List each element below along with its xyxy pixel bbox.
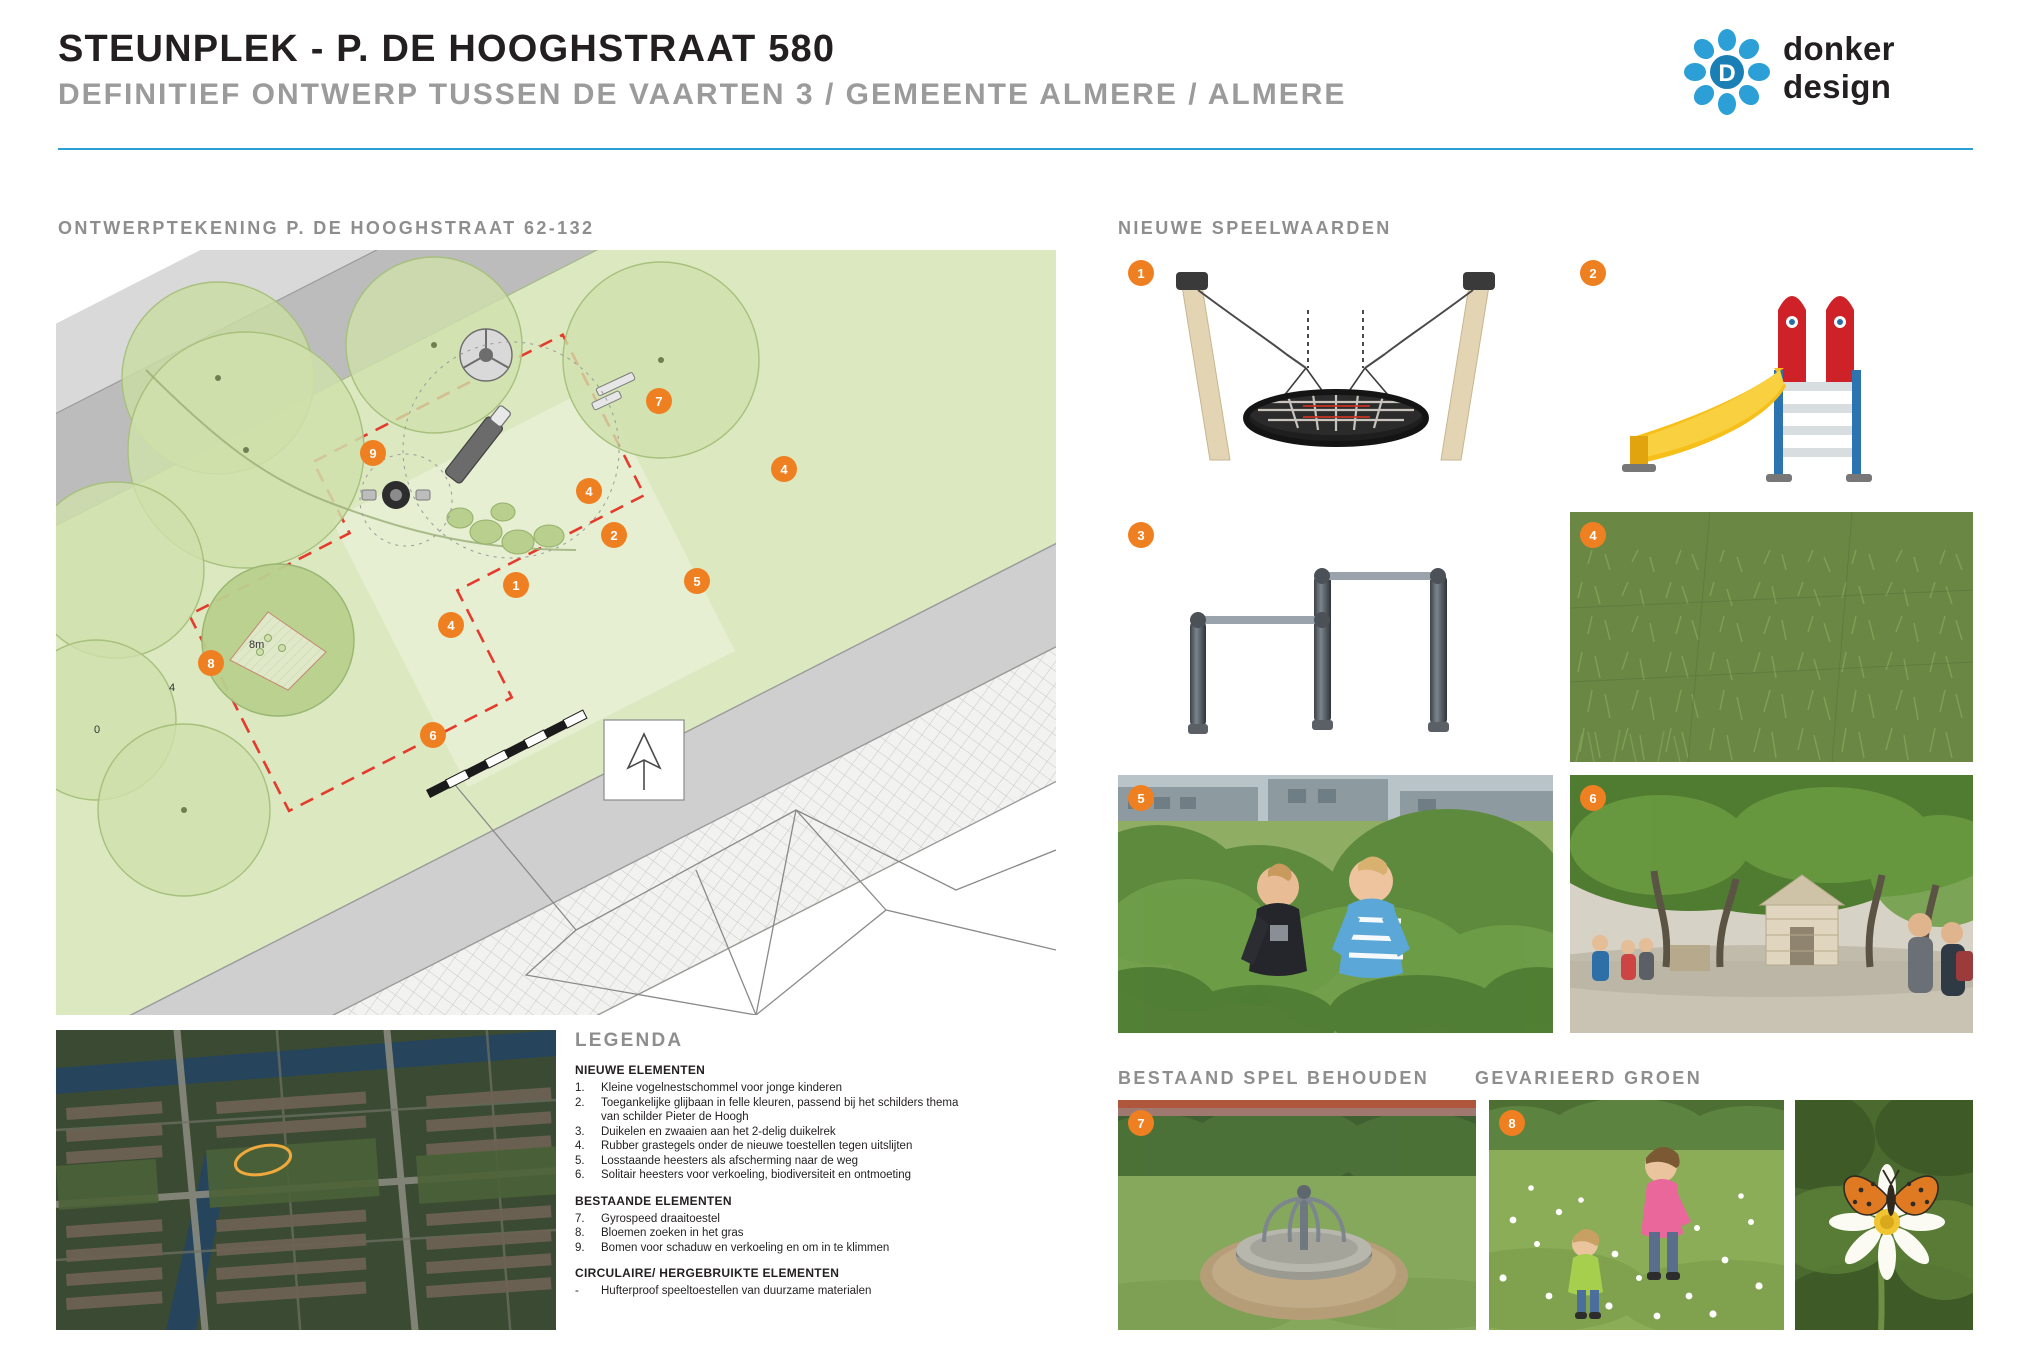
legend-item — [575, 1081, 1075, 1096]
header-divider — [58, 148, 1973, 150]
legend-item — [575, 1154, 1075, 1169]
photo-slide — [1570, 250, 1973, 500]
plan-marker-7[interactable]: 7 — [646, 388, 672, 414]
legend-panel — [575, 1030, 1075, 1330]
legend-heading-circular: CIRCULAIRE/ HERGEBRUIKTE ELEMENTEN — [575, 1266, 840, 1280]
legend-item-text: Losstaande heesters als afscherming naar de weg — [601, 1154, 858, 1167]
legend-item — [575, 1125, 1075, 1140]
design-plan-drawing — [56, 250, 1056, 1015]
aerial-context-photo — [56, 1030, 556, 1330]
legend-item-text: Duikelen en zwaaien aan het 2-delig duikelrek — [601, 1125, 836, 1138]
legend-item — [575, 1284, 1075, 1299]
photo-butterfly-on-daisy — [1795, 1100, 1973, 1330]
section-title-existing-play: BESTAAND SPEL BEHOUDEN — [1118, 1068, 1430, 1088]
photo-marker-5[interactable]: 5 — [1128, 785, 1154, 811]
page-title: STEUNPLEK - P. DE HOOGHSTRAAT 580 — [58, 28, 836, 70]
legend-item-number: 3. — [575, 1125, 585, 1138]
plan-marker-5[interactable]: 5 — [684, 568, 710, 594]
legend-heading-existing: BESTAANDE ELEMENTEN — [575, 1193, 732, 1208]
legend-item — [575, 1212, 1075, 1227]
legend-item-number: 7. — [575, 1212, 585, 1225]
legend-item-number: - — [575, 1285, 579, 1297]
legend-item — [575, 1226, 1075, 1241]
plan-marker-4c[interactable]: 4 — [438, 612, 464, 638]
legend-item-number: 1. — [575, 1082, 585, 1094]
plan-marker-1[interactable]: 1 — [503, 572, 529, 598]
legend-item-text: Solitair heesters voor verkoeling, biodiversiteit en ontmoeting — [601, 1169, 912, 1181]
legend-item-text: Rubber grastegels onder de nieuwe toestellen tegen uitslijten — [601, 1140, 913, 1152]
photo-marker-7[interactable]: 7 — [1128, 1110, 1154, 1136]
photo-marker-4[interactable]: 4 — [1580, 522, 1606, 548]
photo-solitary-shrubs — [1570, 775, 1973, 1033]
legend-item — [575, 1241, 1075, 1256]
logo-line-2: design — [1783, 68, 1892, 105]
legend-item-text: Bomen voor schaduw en verkoeling en om in te klimmen — [601, 1241, 890, 1254]
legend-item-text: Gyrospeed draaitoestel — [601, 1212, 720, 1225]
section-title-new-play: NIEUWE SPEELWAARDEN — [1118, 218, 1392, 238]
scale-label-0: 0 — [94, 724, 101, 736]
plan-marker-2[interactable]: 2 — [601, 522, 627, 548]
photo-nest-swing — [1118, 250, 1553, 500]
plan-marker-4b[interactable]: 4 — [576, 478, 602, 504]
page-subtitle: DEFINITIEF ONTWERP TUSSEN DE VAARTEN 3 / GEMEENTE ALMERE / ALMERE — [58, 78, 1347, 111]
plan-marker-6[interactable]: 6 — [420, 722, 446, 748]
plan-marker-4a[interactable]: 4 — [771, 456, 797, 482]
legend-item-text: Hufterproof speeltoestellen van duurzame materialen — [601, 1285, 872, 1297]
photo-marker-8[interactable]: 8 — [1499, 1110, 1525, 1136]
page-header — [0, 0, 2031, 160]
legend-item — [575, 1168, 1075, 1183]
scale-label-4: 4 — [169, 682, 176, 694]
photo-children-in-shrubs — [1118, 775, 1553, 1033]
legend-item-text: Bloemen zoeken in het gras — [601, 1227, 744, 1239]
photo-gyrospeed — [1118, 1100, 1476, 1330]
legend-item-text: Toegankelijke glijbaan in felle kleuren, passend bij het schilders thema — [601, 1096, 959, 1109]
legend-title: LEGENDA — [575, 1030, 684, 1051]
legend-item-number: 4. — [575, 1140, 585, 1152]
svg-text:D: D — [1718, 60, 1736, 87]
photo-marker-1[interactable]: 1 — [1128, 260, 1154, 286]
photo-marker-2[interactable]: 2 — [1580, 260, 1606, 286]
photo-rubber-grass-tiles — [1570, 512, 1973, 762]
legend-heading-new: NIEUWE ELEMENTEN — [575, 1063, 706, 1077]
section-title-green: GEVARIEERD GROEN — [1475, 1068, 1703, 1088]
plan-marker-9[interactable]: 9 — [360, 440, 386, 466]
photo-kids-flower-meadow — [1489, 1100, 1784, 1330]
scale-label-8m: 8m — [249, 639, 265, 651]
logo-wordmark — [1783, 30, 1895, 106]
legend-item-number: 5. — [575, 1154, 585, 1167]
photo-marker-6[interactable]: 6 — [1580, 785, 1606, 811]
legend-item-number: 9. — [575, 1241, 585, 1254]
legend-item-number: 6. — [575, 1169, 585, 1181]
logo-line-1: donker — [1783, 30, 1895, 67]
donker-design-logo — [1683, 22, 1973, 114]
legend-item-number: 8. — [575, 1227, 585, 1239]
legend-item-text: Kleine vogelnestschommel voor jonge kinderen — [601, 1082, 843, 1094]
legend-item — [575, 1139, 1075, 1154]
photo-marker-3[interactable]: 3 — [1128, 522, 1154, 548]
plan-marker-8[interactable]: 8 — [198, 650, 224, 676]
legend-item-text-cont: van schilder Pieter de Hoogh — [601, 1111, 749, 1123]
section-title-plan: ONTWERPTEKENING P. DE HOOGHSTRAAT 62-132 — [58, 218, 595, 238]
photo-duikelrek — [1118, 512, 1553, 762]
logo-flower-icon — [1683, 28, 1771, 116]
legend-item-number: 2. — [575, 1096, 585, 1109]
legend-item — [575, 1096, 1075, 1111]
